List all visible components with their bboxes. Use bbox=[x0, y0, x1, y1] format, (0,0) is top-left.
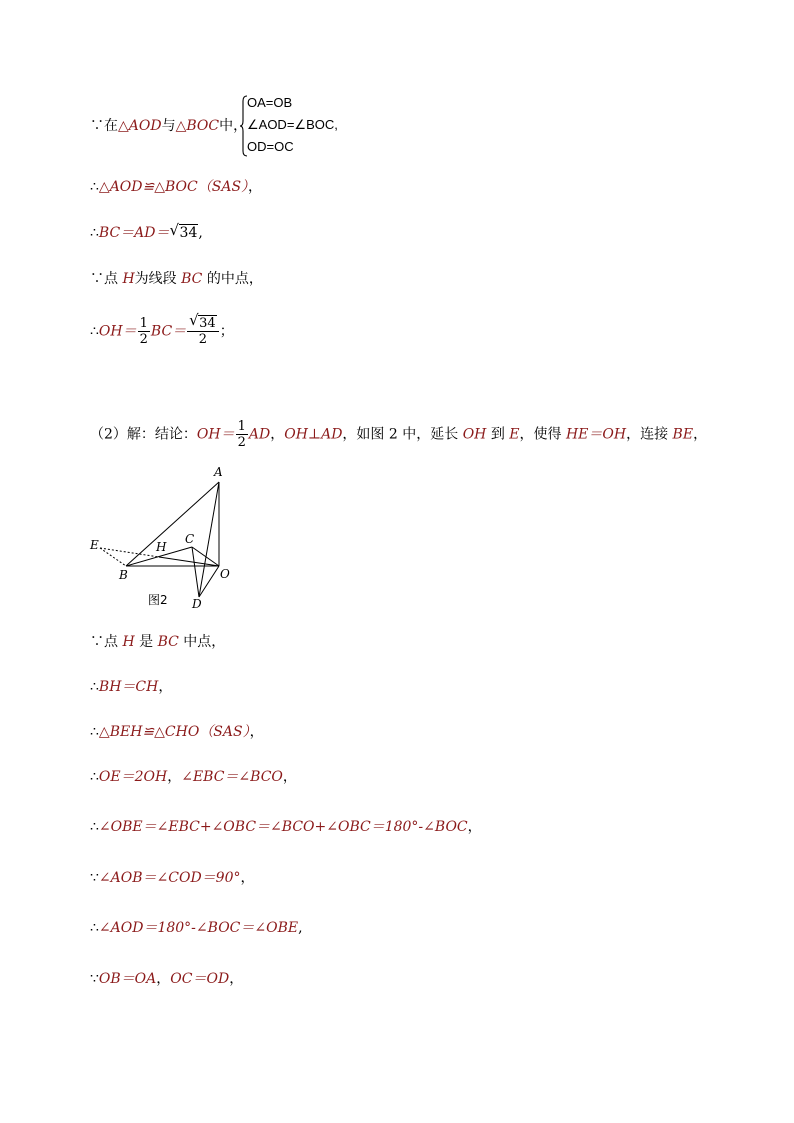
statement-line-12 bbox=[90, 868, 255, 888]
denominator: 2 bbox=[198, 332, 208, 347]
text: ， bbox=[249, 724, 264, 740]
point-h: H bbox=[122, 271, 135, 287]
perpendicular-statement: OH⊥AD bbox=[284, 426, 343, 443]
text: 中点， bbox=[178, 634, 226, 650]
segment-oh: OH bbox=[462, 426, 487, 443]
equation: HE＝OH bbox=[565, 426, 627, 443]
sqrt-expression bbox=[189, 311, 217, 331]
because-symbol: ∵ bbox=[90, 870, 99, 886]
radical-icon: √ bbox=[189, 311, 199, 329]
equation: BC＝ bbox=[150, 323, 187, 340]
equation: OE＝2OH bbox=[98, 769, 168, 785]
segment-bc: BC bbox=[181, 271, 203, 287]
label-a: A bbox=[214, 465, 223, 479]
text: ， bbox=[282, 769, 297, 785]
text: ， bbox=[167, 769, 182, 785]
segment-ab bbox=[126, 482, 219, 566]
numerator: 1 bbox=[139, 316, 148, 331]
statement-line-6 bbox=[90, 419, 707, 450]
fraction-sqrt bbox=[187, 311, 219, 347]
figure-caption: 图2 bbox=[148, 593, 168, 607]
equation: ∠AOB＝∠COD＝90° bbox=[98, 870, 241, 886]
point-e: E bbox=[509, 426, 520, 443]
therefore-symbol: ∴ bbox=[90, 769, 99, 785]
text: ， bbox=[158, 679, 173, 695]
text: ， bbox=[270, 426, 285, 443]
equation: OC＝OD bbox=[170, 971, 230, 987]
sas-reason: （SAS） bbox=[199, 724, 250, 740]
sqrt-expression bbox=[170, 223, 199, 243]
segment-eb-dashed bbox=[100, 548, 126, 566]
statement-line-9 bbox=[90, 722, 264, 742]
sas-reason: （SAS） bbox=[197, 179, 249, 195]
because-symbol: ∵ bbox=[90, 118, 104, 134]
label-d: D bbox=[192, 597, 202, 611]
statement-line-3 bbox=[90, 223, 203, 243]
segment-co bbox=[192, 547, 219, 566]
text: ，如图 2 中，延长 bbox=[342, 426, 463, 443]
therefore-symbol: ∴ bbox=[90, 323, 99, 340]
equation: BH＝CH bbox=[98, 679, 159, 695]
segment-ad: AD bbox=[248, 426, 271, 443]
segment-ad bbox=[199, 482, 219, 597]
segment-be: BE bbox=[672, 426, 694, 443]
text: ， bbox=[248, 179, 263, 195]
radical-icon: √ bbox=[169, 221, 180, 239]
equation: OB＝OA bbox=[98, 971, 157, 987]
statement-line-7 bbox=[90, 632, 225, 652]
text: , bbox=[298, 920, 303, 936]
text: , bbox=[198, 225, 203, 241]
numerator: 1 bbox=[237, 419, 246, 434]
text: ， bbox=[156, 971, 171, 987]
numerator bbox=[187, 311, 219, 332]
congruence-statement: △BEH≌△CHO bbox=[98, 724, 200, 740]
fraction-half bbox=[138, 316, 150, 347]
radicand: 34 bbox=[199, 316, 216, 331]
therefore-symbol: ∴ bbox=[90, 225, 99, 241]
equation: ∠OBE＝∠EBC+∠OBC＝∠BCO+∠OBC＝180°-∠BOC bbox=[98, 819, 468, 835]
condition-oa-ob: OA=OB bbox=[247, 95, 293, 110]
therefore-symbol: ∴ bbox=[90, 724, 99, 740]
statement-line-5 bbox=[90, 311, 234, 347]
segment-cd bbox=[192, 547, 199, 597]
statement-line-1 bbox=[90, 116, 247, 136]
label-b: B bbox=[119, 568, 128, 582]
text: 为线段 bbox=[134, 271, 182, 287]
equation: ∠AOD＝180°-∠BOC＝∠OBE bbox=[98, 920, 299, 936]
text: ，连接 bbox=[626, 426, 673, 443]
because-symbol: ∵ bbox=[90, 634, 104, 650]
therefore-symbol: ∴ bbox=[90, 819, 99, 835]
point-h: H bbox=[122, 634, 135, 650]
statement-line-14 bbox=[90, 969, 243, 989]
conclusion-prefix: （2）解：结论： bbox=[90, 426, 197, 443]
label-e: E bbox=[90, 538, 99, 552]
statement-line-4 bbox=[90, 269, 263, 289]
text: 是 bbox=[134, 634, 158, 650]
statement-line-13 bbox=[90, 918, 303, 938]
because-symbol: ∵ bbox=[90, 271, 104, 287]
condition-od-oc: OD=OC bbox=[247, 139, 294, 154]
segment-ho bbox=[159, 557, 219, 566]
text: 点 bbox=[104, 271, 123, 287]
therefore-symbol: ∴ bbox=[90, 920, 99, 936]
statement-line-2 bbox=[90, 177, 262, 197]
text: ； bbox=[219, 323, 234, 340]
fraction-half bbox=[236, 419, 248, 450]
statement-line-11 bbox=[90, 817, 482, 837]
because-symbol: ∵ bbox=[90, 971, 99, 987]
equation: OH＝ bbox=[196, 426, 235, 443]
denominator: 2 bbox=[139, 332, 148, 347]
text: ， bbox=[229, 971, 244, 987]
text: 在 bbox=[104, 118, 118, 134]
label-o: O bbox=[220, 567, 230, 581]
text: ， bbox=[467, 819, 482, 835]
text: 的中点， bbox=[202, 271, 263, 287]
geometry-figure-2 bbox=[86, 462, 246, 612]
triangle-boc: △BOC bbox=[175, 118, 220, 134]
equation: ∠EBC＝∠BCO bbox=[181, 769, 283, 785]
text: ， bbox=[693, 426, 708, 443]
label-h: H bbox=[156, 540, 167, 554]
congruence-statement: △AOD≌△BOC bbox=[98, 179, 198, 195]
equation: BC＝AD＝ bbox=[98, 225, 170, 241]
equation: OH＝ bbox=[98, 323, 137, 340]
therefore-symbol: ∴ bbox=[90, 179, 99, 195]
radicand: 34 bbox=[179, 225, 198, 241]
text: 与 bbox=[161, 118, 176, 134]
text: 中， bbox=[219, 118, 248, 134]
statement-line-10 bbox=[90, 767, 297, 787]
text: 到 bbox=[486, 426, 510, 443]
therefore-symbol: ∴ bbox=[90, 679, 99, 695]
denominator: 2 bbox=[237, 435, 246, 450]
label-c: C bbox=[185, 532, 195, 546]
text: ， bbox=[240, 870, 255, 886]
triangle-aod: △AOD bbox=[118, 118, 162, 134]
text: 点 bbox=[104, 634, 123, 650]
segment-eh-dashed bbox=[100, 548, 159, 557]
condition-angle: ∠AOD=∠BOC, bbox=[247, 117, 338, 132]
text: ，使得 bbox=[519, 426, 566, 443]
segment-bc: BC bbox=[157, 634, 179, 650]
statement-line-8 bbox=[90, 677, 172, 697]
